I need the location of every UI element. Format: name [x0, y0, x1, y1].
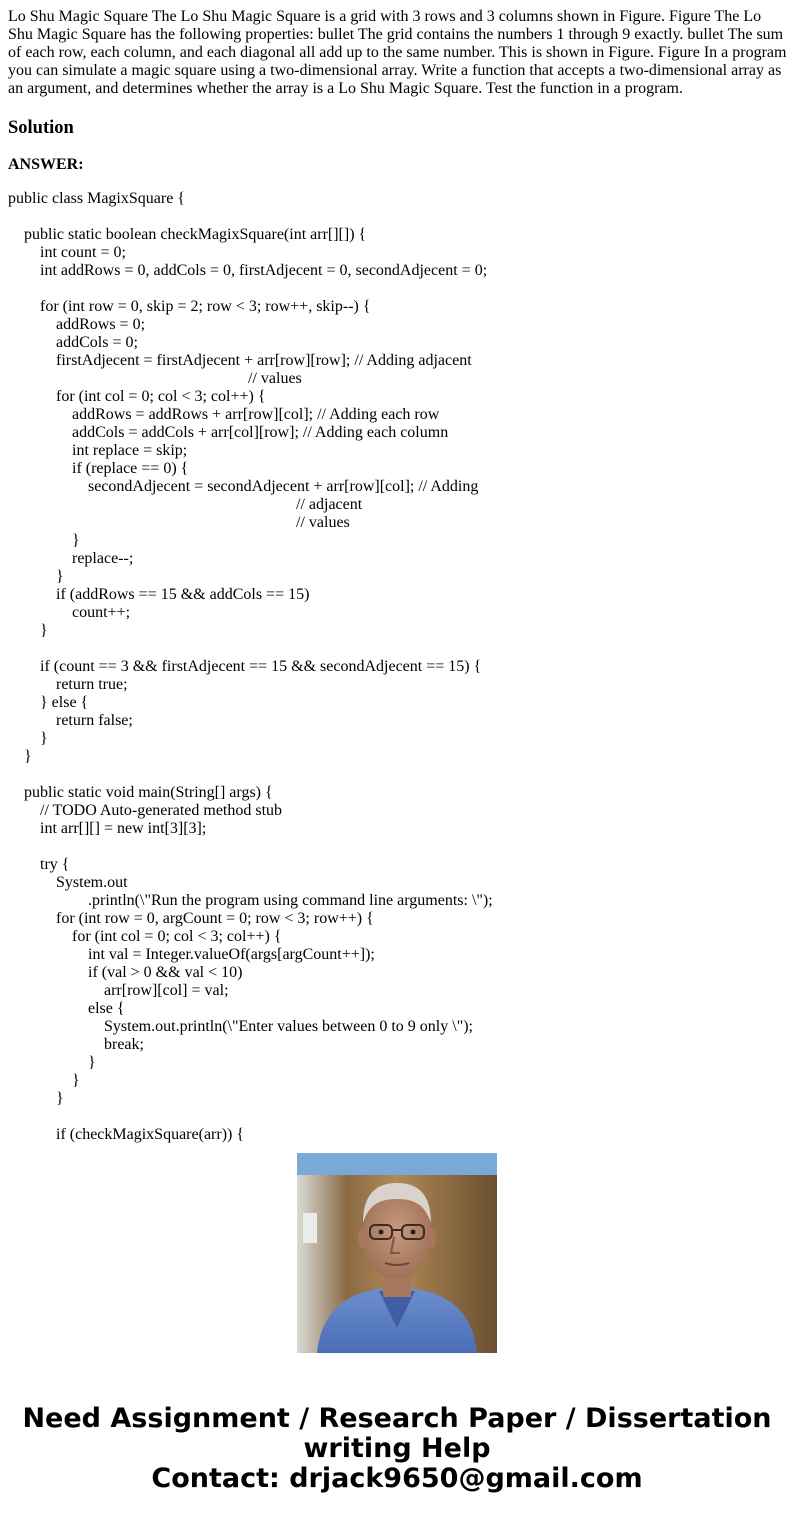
author-avatar — [297, 1153, 497, 1353]
promo-line-2: writing Help — [303, 1433, 491, 1464]
code-scroll-area[interactable] — [8, 190, 788, 1143]
promo-banner — [0, 1404, 794, 1494]
promo-contact: Contact: drjack9650@gmail.com — [151, 1463, 643, 1494]
solution-heading: Solution — [8, 118, 74, 138]
person-portrait-icon — [297, 1153, 497, 1353]
answer-label: ANSWER: — [8, 156, 84, 173]
problem-statement: Lo Shu Magic Square The Lo Shu Magic Square is a grid with 3 rows and 3 columns shown in Figure. Figure The Lo Shu Magic Square has the following properties: bullet The grid contains the numbers 1 through 9 exactly. bullet The sum of each row, each column, and each diagonal all add up to the same number. This is shown in Figure. Figure In a program you can simulate a magic square using a two-dimensional array. Write a function that accepts a two-dimensional array as an argument, and determines whether the array is a Lo Shu Magic Square. Test the function in a program. — [8, 8, 787, 97]
java-code-block: public class MagixSquare { public static boolean checkMagixSquare(int arr[][]) { int count = 0; int addRows = 0, addCols = 0, firstAdjecent = 0, secondAdjecent = 0; for (int row = 0, skip = 2; row < 3; row++, skip--) { addRows = 0; addCols = 0; firstAdjecent = firstAdjecent + arr[row][row]; // Adding adjacent // values for (int col = 0; col < 3; col++) { addRows = addRows + arr[row][col]; // Adding each row addCols = addCols + arr[col][row]; // Adding each column int replace = skip; if (replace == 0) { secondAdjecent = secondAdjecent + arr[row][col]; // Adding // adjacent // values } replace--; } if (addRows == 15 && addCols == 15) count++; } if (count == 3 && firstAdjecent == 15 && secondAdjecent == 15) { return true; } else { return false; } } public static void main(String[] args) { // TODO Auto-generated method stub int arr[][] = new int[3][3]; try { System.out .println(\"Run the program using command line arguments: \"); for (int row = 0, argCount = 0; row < 3; row++) { for (int col = 0; col < 3; col++) { int val = Integer.valueOf(args[argCount++]); if (val > 0 && val < 10) arr[row][col] = val; else { System.out.println(\"Enter values between 0 to 9 only \"); break; } } } if (checkMagixSquare(arr)) { — [8, 190, 493, 1143]
promo-line-1: Need Assignment / Research Paper / Dissertation — [22, 1403, 772, 1434]
